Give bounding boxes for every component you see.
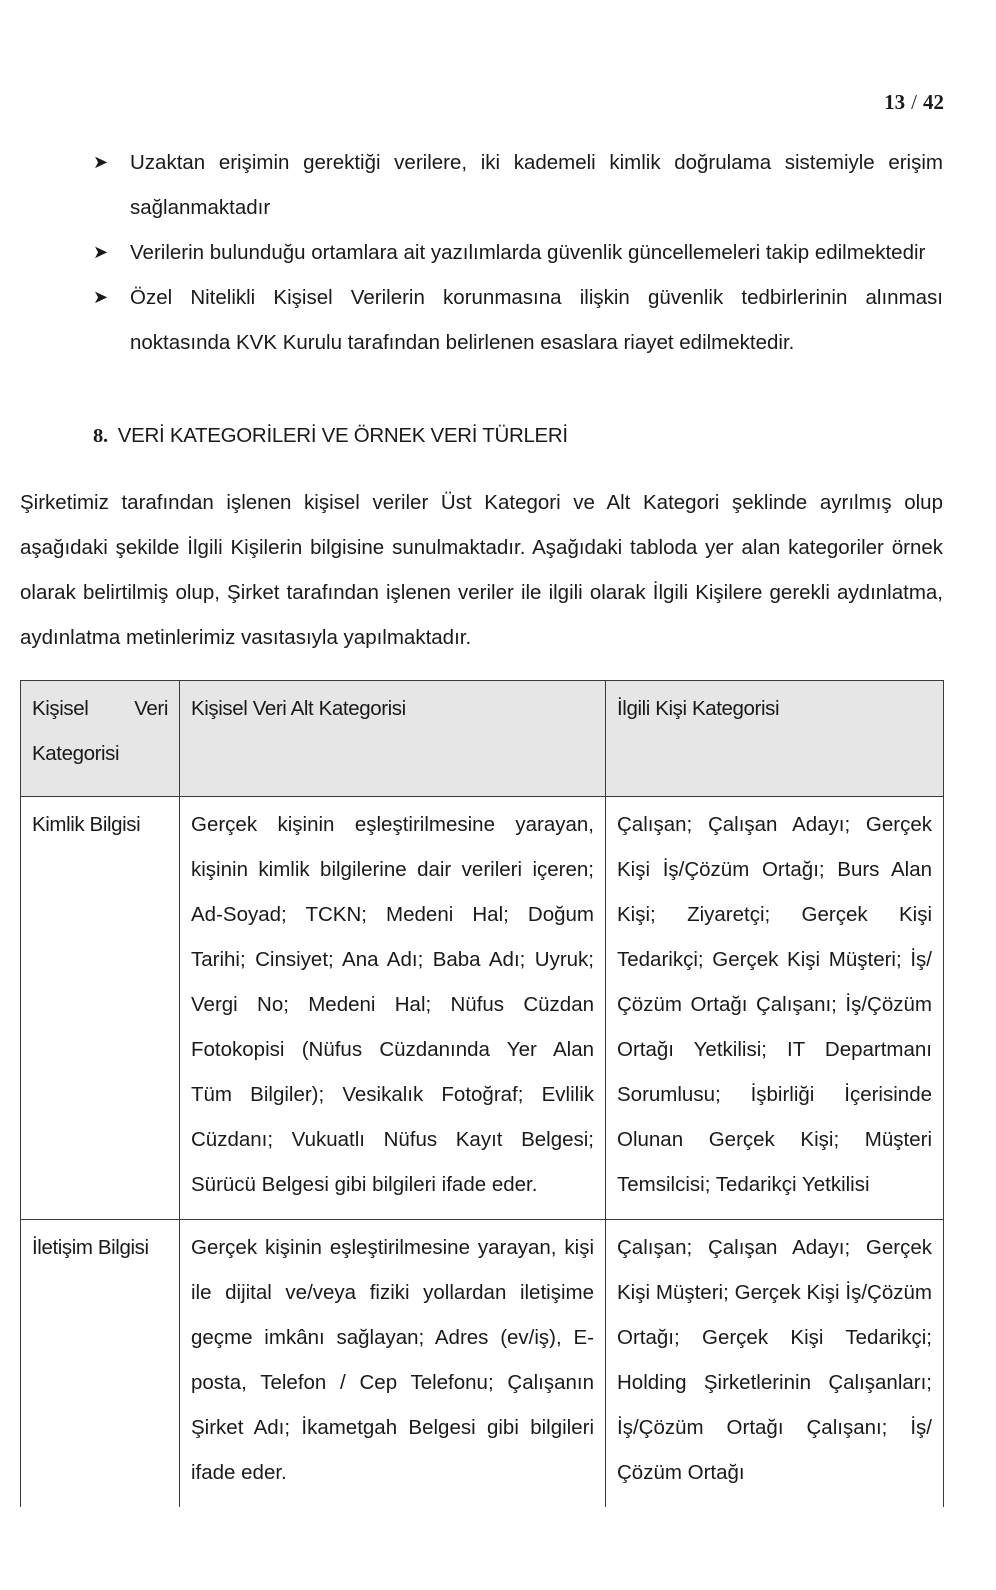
arrow-bullet-icon: ➤ xyxy=(93,242,109,262)
page-number-current: 13 xyxy=(884,90,906,114)
data-categories-table xyxy=(20,680,944,1507)
header-persons: İlgili Kişi Kategorisi xyxy=(606,681,944,797)
intro-paragraph: Şirketimiz tarafından işlenen kişisel veriler Üst Kategori ve Alt Kategori şeklinde ayrılmış olup aşağıdaki şekilde İlgili Kişilerin bilgisine sunulmaktadır. Aşağıdaki tabloda yer alan kategoriler örnek olarak belirtilmiş olup, Şirket tarafından işlenen veriler ile ilgili olarak İlgili Kişilere gerekli aydınlatma, aydınlatma metinlerimiz vasıtasıyla yapılmaktadır. xyxy=(20,491,943,649)
arrow-bullet-icon: ➤ xyxy=(93,287,109,307)
page-number-separator: / xyxy=(911,90,917,114)
list-item-text: Uzaktan erişimin gerektiği verilere, iki kademeli kimlik doğrulama sistemiyle erişim sağlanmaktadır xyxy=(130,151,943,219)
cell-subcategory: Gerçek kişinin eşleştirilmesine yarayan, kişi ile dijital ve/veya fiziki yollardan iletişime geçme imkânı sağlayan; Adres (ev/iş), E-posta, Telefon / Cep Telefonu; Çalışanın Şirket Adı; İkametgah Belgesi gibi bilgileri ifade eder. xyxy=(180,1220,606,1508)
list-item-text: Verilerin bulunduğu ortamlara ait yazılımlarda güvenlik güncellemeleri takip edilmektedir xyxy=(130,241,926,264)
list-item xyxy=(93,140,943,230)
page-number-total: 42 xyxy=(923,90,944,114)
page-number xyxy=(884,90,944,115)
security-measures-list xyxy=(93,140,943,365)
section-number: 8. xyxy=(93,425,108,447)
section-heading xyxy=(93,424,568,448)
cell-subcategory: Gerçek kişinin eşleştirilmesine yarayan, kişinin kimlik bilgilerine dair verileri içeren; Ad-Soyad; TCKN; Medeni Hal; Doğum Tarihi; Cinsiyet; Ana Adı; Baba Adı; Uyruk; Vergi No; Medeni Hal; Nüfus Cüzdan Fotokopisi (Nüfus Cüzdanında Yer Alan Tüm Bilgiler); Vesikalık Fotoğraf; Evlilik Cüzdanı; Vukuatlı Nüfus Kayıt Belgesi; Sürücü Belgesi gibi bilgileri ifade eder. xyxy=(180,797,606,1220)
arrow-bullet-icon: ➤ xyxy=(93,152,109,172)
cell-category: İletişim Bilgisi xyxy=(21,1220,180,1508)
list-item-text: Özel Nitelikli Kişisel Verilerin korunmasına ilişkin güvenlik tedbirlerinin alınması noktasında KVK Kurulu tarafından belirlenen esaslara riayet edilmektedir. xyxy=(130,286,943,354)
cell-category: Kimlik Bilgisi xyxy=(21,797,180,1220)
list-item xyxy=(93,275,943,365)
header-category: Kişisel Veri Kategorisi xyxy=(21,681,180,797)
cell-persons: Çalışan; Çalışan Adayı; Gerçek Kişi İş/Çözüm Ortağı; Burs Alan Kişi; Ziyaretçi; Gerçek Kişi Tedarikçi; Gerçek Kişi Müşteri; İş/Çözüm Ortağı Çalışanı; İş/Çözüm Ortağı Yetkilisi; IT Departmanı Sorumlusu; İşbirliği İçerisinde Olunan Gerçek Kişi; Müşteri Temsilcisi; Tedarikçi Yetkilisi xyxy=(606,797,944,1220)
cell-persons: Çalışan; Çalışan Adayı; Gerçek Kişi Müşteri; Gerçek Kişi İş/Çözüm Ortağı; Gerçek Kişi Tedarikçi; Holding Şirketlerinin Çalışanları; İş/Çözüm Ortağı Çalışanı; İş/Çözüm Ortağı xyxy=(606,1220,944,1508)
table-row xyxy=(21,797,944,1220)
list-item xyxy=(93,230,943,275)
section-title: VERİ KATEGORİLERİ VE ÖRNEK VERİ TÜRLERİ xyxy=(117,424,568,447)
header-subcategory: Kişisel Veri Alt Kategorisi xyxy=(180,681,606,797)
table-header-row xyxy=(21,681,944,797)
table-row xyxy=(21,1220,944,1508)
